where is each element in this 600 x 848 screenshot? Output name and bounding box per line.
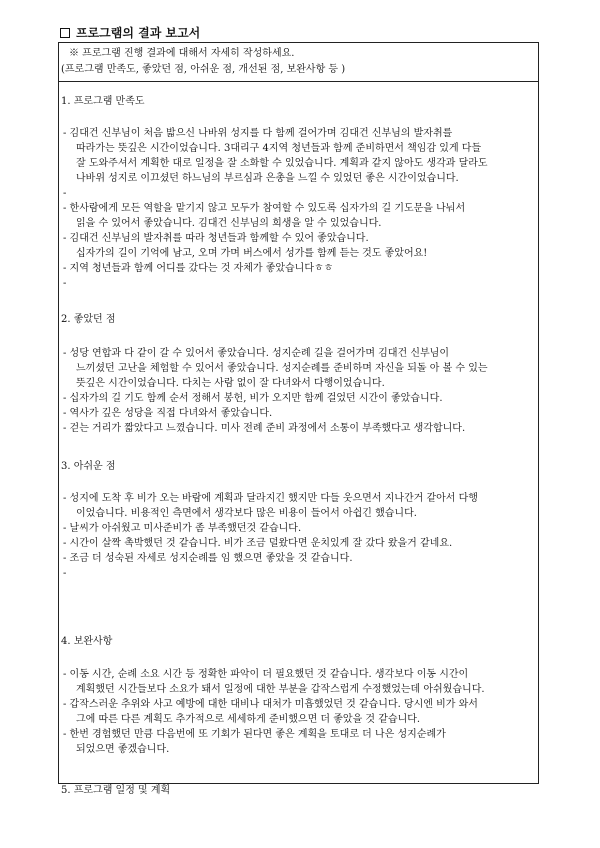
section-text-line: - 성당 연합과 다 같이 갈 수 있어서 좋았습니다. 성지순례 길을 걸어가며 김대건 신부님이 <box>63 348 449 359</box>
section-text-line: - 지역 청년들과 함께 어디를 갔다는 것 자체가 좋았습니다ㅎㅎ <box>63 263 334 274</box>
section-text-line: 나바위 성지로 이끄셨던 하느님의 부르심과 은총을 느낄 수 있었던 좋은 시간이었습니다. <box>76 173 459 184</box>
report-title-row <box>60 24 200 41</box>
section-text-line: - <box>63 278 67 289</box>
section-text-line: - <box>63 188 67 199</box>
section-text-line: - 갑작스러운 추위와 사고 예방에 대한 대비나 대처가 미흡했었던 것 같습니다. 당시엔 비가 와서 <box>63 699 478 710</box>
section-text-line: 뜻깊은 시간이었습니다. 다치는 사람 없이 잘 다녀와서 다행이었습니다. <box>76 378 385 389</box>
section-text-line: - 십자가의 길 기도 함께 순서 정해서 봉헌, 비가 오지만 함께 걸었던 시간이 좋았습니다. <box>63 393 443 404</box>
section-text-line: - 김대건 신부님이 처음 밟으신 나바위 성지를 다 함께 걸어가며 김대건 신부님의 발자취를 <box>63 128 453 139</box>
section-text-line: 그에 따른 다른 계획도 추가적으로 세세하게 준비했으면 더 좋았을 것 같습니다. <box>76 714 421 725</box>
section-text-line: - 날씨가 아쉬웠고 미사준비가 좀 부족했던것 같습니다. <box>63 523 302 534</box>
instruction-line-1: ※ 프로그램 진행 결과에 대해서 자세히 작성하세요. <box>69 48 295 59</box>
checkbox-square-icon <box>60 28 70 38</box>
section-text-line: - 성지에 도착 후 비가 오는 바람에 계획과 달라지긴 했지만 다들 웃으면서 지나간거 같아서 다행 <box>63 493 478 504</box>
section-text-line: - 시간이 살짝 촉박했던 것 같습니다. 비가 조금 덜왔다면 운치있게 잘 갔다 왔을거 같네요. <box>63 538 453 549</box>
instruction-box <box>59 43 538 82</box>
section-text-line: 읽을 수 있어서 좋았습니다. 김대건 신부님의 희생을 알 수 있었습니다. <box>76 218 382 229</box>
section-text-line: 따라가는 뜻깊은 시간이었습니다. 3대리구 4지역 청년들과 함께 준비하면서 책임감 있게 다들 <box>76 143 482 154</box>
section-heading: 4. 보완사항 <box>61 636 113 647</box>
section-heading: 3. 아쉬운 점 <box>61 461 116 472</box>
instruction-line-2: (프로그램 만족도, 좋았던 점, 아쉬운 점, 개선된 점, 보완사항 등 ) <box>61 64 346 75</box>
section-text-line: - 한번 경험했던 만큼 다음번에 또 기회가 된다면 좋은 계획을 토대로 더 나은 성지순례가 <box>63 729 446 740</box>
section-text-line: - 이동 시간, 순례 소요 시간 등 정확한 파악이 더 필요했던 것 같습니다. 생각보다 이동 시간이 <box>63 669 469 680</box>
section-text-line: - 조금 더 성숙된 자세로 성지순례를 임 했으면 좋았을 것 같습니다. <box>63 553 353 564</box>
section-text-line: 잘 도와주셔서 계획한 대로 일정을 잘 소화할 수 있었습니다. 계획과 같지 않아도 생각과 달라도 <box>76 158 488 169</box>
section-text-line: 되었으면 좋겠습니다. <box>76 744 170 755</box>
section-text-line: - <box>63 568 67 579</box>
report-title: 프로그램의 결과 보고서 <box>76 26 201 40</box>
report-frame <box>58 42 539 796</box>
section-text-line: - 걷는 거리가 짧았다고 느꼈습니다. 미사 전례 준비 과정에서 소통이 부족했다고 생각합니다. <box>63 423 466 434</box>
section-text-line: 느끼셨던 고난을 체험할 수 있어서 좋았습니다. 성지순례를 준비하며 자신을 되돌 아 볼 수 있는 <box>76 363 488 374</box>
section-heading: 5. 프로그램 일정 및 계획 <box>61 785 171 796</box>
section-text-line: 십자가의 길이 기억에 남고, 오며 가며 버스에서 성가를 함께 듣는 것도 좋았어요! <box>76 248 428 259</box>
section-text-line: 계획했던 시간들보다 소요가 돼서 일정에 대한 부분을 갑작스럽게 수정했었는데 아쉬웠습니다. <box>76 684 485 695</box>
section-text-line: - 한사람에게 모든 역할을 맡기지 않고 모두가 참여할 수 있도록 십자가의 길 기도문을 나눠서 <box>63 203 466 214</box>
section-text-line: - 김대건 신부님의 발자취를 따라 청년들과 함께할 수 있어 좋았습니다. <box>63 233 369 244</box>
section-heading: 1. 프로그램 만족도 <box>61 96 145 107</box>
section-text-line: 이었습니다. 비용적인 측면에서 생각보다 많은 비용이 들어서 아쉽긴 했습니다. <box>76 508 417 519</box>
section-heading: 2. 좋았던 점 <box>61 314 116 325</box>
section-text-line: - 역사가 깊은 성당을 직접 다녀와서 좋았습니다. <box>63 408 273 419</box>
